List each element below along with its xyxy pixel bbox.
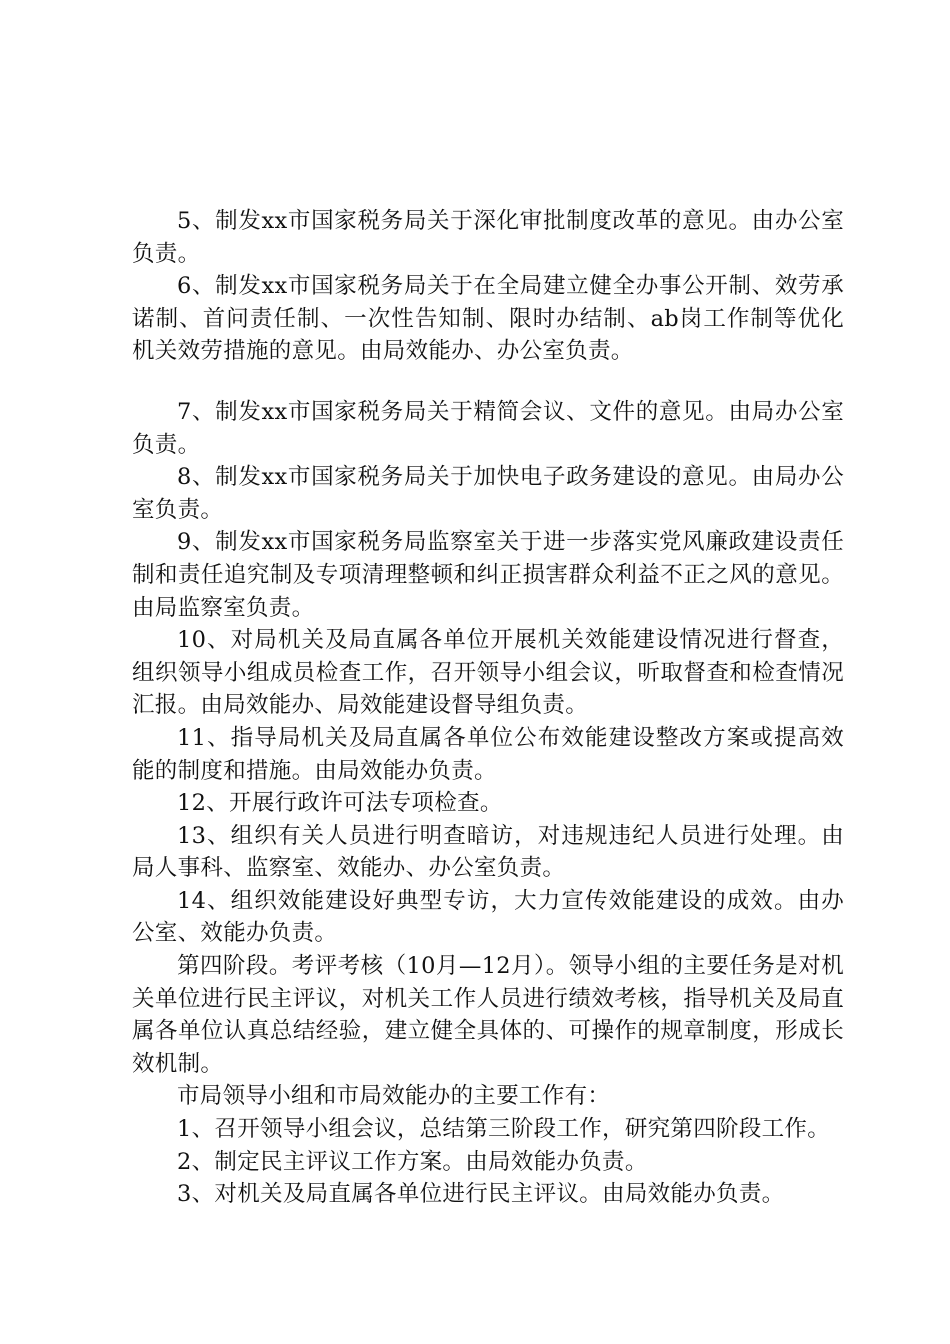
document-body: [132, 205, 844, 1211]
paragraph-item-8: 8、制发xx市国家税务局关于加快电子政务建设的意见。由局办公室负责。: [132, 464, 844, 523]
paragraph-item-14: 14、组织效能建设好典型专访，大力宣传效能建设的成效。由办公室、效能办负责。: [132, 887, 844, 947]
stage-four-item-2: 2、制定民主评议工作方案。由局效能办负责。: [177, 1148, 648, 1175]
paragraph-item-13: 13、组织有关人员进行明查暗访，对违规违纪人员进行处理。由局人事科、监察室、效能办、办公室负责。: [132, 822, 844, 882]
paragraph-item-9: 9、制发xx市国家税务局监察室关于进一步落实党风廉政建设责任制和责任追究制及专项清理整顿和纠正损害群众利益不正之风的意见。由局监察室负责。: [132, 529, 844, 621]
stage-four-paragraph: 第四阶段。考评考核（10月—12月）。领导小组的主要任务是对机关单位进行民主评议，对机关工作人员进行绩效考核，指导机关及局直属各单位认真总结经验，建立健全具体的、可操作的规章制度，形成长效机制。: [132, 953, 844, 1077]
paragraph-item-5: 5、制发xx市国家税务局关于深化审批制度改革的意见。由办公室负责。: [132, 208, 844, 267]
main-work-heading: 市局领导小组和市局效能办的主要工作有：: [177, 1083, 611, 1110]
paragraph-item-6: 6、制发xx市国家税务局关于在全局建立健全办事公开制、效劳承诺制、首问责任制、一次性告知制、限时办结制、ab岗工作制等优化机关效劳措施的意见。由局效能办、办公室负责。: [132, 273, 844, 365]
paragraph-item-10: 10、对局机关及局直属各单位开展机关效能建设情况进行督查，组织领导小组成员检查工作，召开领导小组会议，听取督查和检查情况汇报。由局效能办、局效能建设督导组负责。: [132, 627, 844, 719]
paragraph-item-11: 11、指导局机关及局直属各单位公布效能建设整改方案或提高效能的制度和措施。由局效能办负责。: [132, 724, 844, 784]
stage-four-item-3: 3、对机关及局直属各单位进行民主评议。由局效能办负责。: [177, 1181, 785, 1208]
paragraph-item-7: 7、制发xx市国家税务局关于精简会议、文件的意见。由局办公室负责。: [132, 398, 844, 458]
stage-four-item-1: 1、召开领导小组会议，总结第三阶段工作，研究第四阶段工作。: [177, 1116, 831, 1143]
paragraph-item-12: 12、开展行政许可法专项检查。: [177, 790, 503, 817]
